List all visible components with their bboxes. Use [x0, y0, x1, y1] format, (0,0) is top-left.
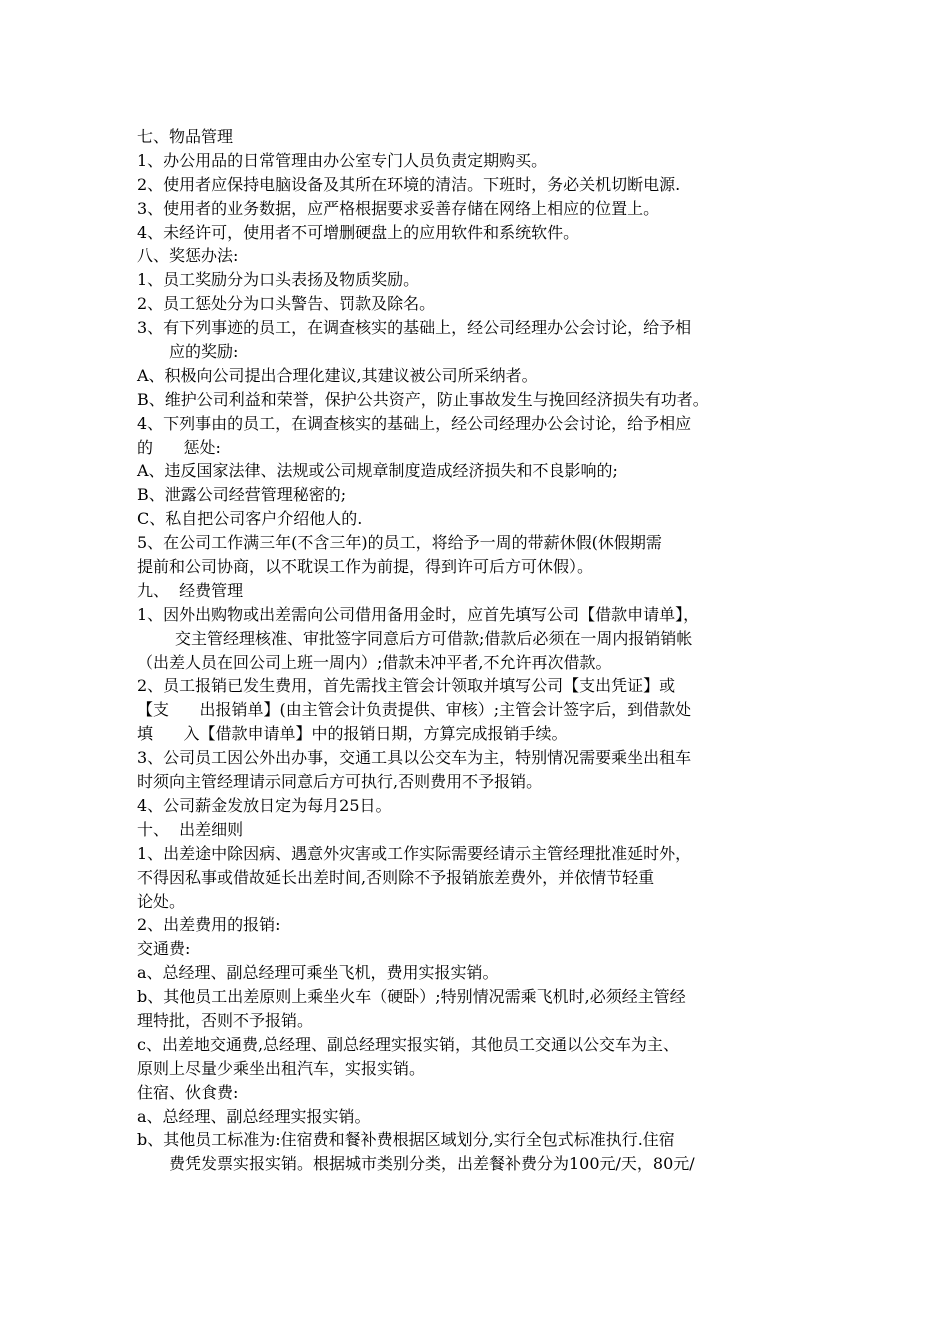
- paragraph-line: 3、有下列事迹的员工，在调查核实的基础上，经公司经理办公会讨论，给予相: [137, 318, 692, 338]
- paragraph-line: 2、员工惩处分为口头警告、罚款及除名。: [137, 294, 436, 314]
- document-body: [137, 125, 827, 1176]
- paragraph-line: 2、员工报销已发生费用，首先需找主管会计领取并填写公司【支出凭证】或: [137, 676, 676, 696]
- paragraph-line: 原则上尽量少乘坐出租汽车，实报实销。: [137, 1058, 426, 1078]
- section-heading-item-management: 七、物品管理: [137, 127, 234, 146]
- paragraph-line: 应的奖励:: [169, 342, 239, 362]
- paragraph-line: 5、在公司工作满三年(不含三年)的员工，将给予一周的带薪休假(休假期需: [137, 533, 662, 553]
- paragraph-line: 填 入【借款申请单】中的报销日期，方算完成报销手续。: [137, 724, 568, 744]
- paragraph-line: 费凭发票实报实销。根据城市类别分类，出差餐补费分为100元/天，80元/: [169, 1154, 695, 1174]
- paragraph-line: b、其他员工出差原则上乘坐火车（硬卧）;特别情况需乘飞机时,必须经主管经: [137, 987, 686, 1007]
- paragraph-line: 不得因私事或借故延长出差时间,否则除不予报销旅差费外，并依情节轻重: [137, 867, 655, 887]
- paragraph-line: B、维护公司利益和荣誉，保护公共资产，防止事故发生与挽回经济损失有功者。: [137, 389, 709, 409]
- paragraph-line: 1、员工奖励分为口头表扬及物质奖励。: [137, 270, 420, 290]
- paragraph-line: b、其他员工标准为:住宿费和餐补费根据区域划分,实行全包式标准执行.住宿: [137, 1130, 675, 1150]
- paragraph-line: 1、出差途中除因病、遇意外灾害或工作实际需要经请示主管经理批准延时外，: [137, 843, 692, 863]
- paragraph-line: 1、办公用品的日常管理由办公室专门人员负责定期购买。: [137, 150, 548, 170]
- paragraph-line: 3、使用者的业务数据，应严格根据要求妥善存储在网络上相应的位置上。: [137, 198, 660, 218]
- paragraph-line: 3、公司员工因公外出办事，交通工具以公交车为主，特别情况需要乘坐出租车: [137, 748, 692, 768]
- section-heading-travel-rules: 十、 出差细则: [137, 819, 244, 839]
- paragraph-line: a、总经理、副总经理实报实销。: [137, 1106, 371, 1126]
- subheading-lodging-meals: 住宿、伙食费:: [137, 1082, 239, 1102]
- paragraph-line: a、总经理、副总经理可乘坐飞机，费用实报实销。: [137, 963, 499, 983]
- paragraph-line: 1、因外出购物或出差需向公司借用备用金时，应首先填写公司【借款申请单】，: [137, 604, 700, 624]
- paragraph-line: （出差人员在回公司上班一周内）;借款未冲平者,不允许再次借款。: [137, 652, 612, 672]
- section-heading-expense-management: 九、 经费管理: [137, 580, 244, 600]
- paragraph-line: 2、使用者应保持电脑设备及其所在环境的清洁。下班时，务必关机切断电源.: [137, 174, 681, 194]
- paragraph-line: 4、下列事由的员工，在调查核实的基础上，经公司经理办公会讨论，给予相应: [137, 413, 692, 433]
- paragraph-line: c、出差地交通费,总经理、副总经理实报实销，其他员工交通以公交车为主、: [137, 1034, 680, 1054]
- paragraph-line: A、积极向公司提出合理化建议,其建议被公司所采纳者。: [137, 365, 538, 385]
- subheading-transport-cost: 交通费:: [137, 939, 191, 959]
- paragraph-line: 交主管经理核准、审批签字同意后方可借款;借款后必须在一周内报销销帐: [175, 628, 693, 648]
- paragraph-line: 4、公司薪金发放日定为每月25日。: [137, 795, 392, 815]
- paragraph-line: 时须向主管经理请示同意后方可执行,否则费用不予报销。: [137, 772, 543, 792]
- paragraph-line: 的 惩处:: [137, 437, 221, 457]
- section-heading-rewards-penalties: 八、奖惩办法:: [137, 246, 239, 266]
- paragraph-line: 提前和公司协商，以不耽误工作为前提，得到许可后方可休假）。: [137, 557, 594, 577]
- paragraph-line: C、私自把公司客户介绍他人的.: [137, 509, 363, 529]
- paragraph-line: 理特批，否则不予报销。: [137, 1010, 314, 1030]
- paragraph-line: 【支 出报销单】(由主管会计负责提供、审核）;主管会计签字后，到借款处: [137, 700, 692, 720]
- paragraph-line: B、泄露公司经营管理秘密的;: [137, 485, 347, 505]
- paragraph-line: 4、未经许可，使用者不可增删硬盘上的应用软件和系统软件。: [137, 222, 580, 242]
- paragraph-line: A、违反国家法律、法规或公司规章制度造成经济损失和不良影响的;: [137, 461, 618, 481]
- paragraph-line: 论处。: [137, 891, 186, 911]
- paragraph-line: 2、出差费用的报销:: [137, 915, 281, 935]
